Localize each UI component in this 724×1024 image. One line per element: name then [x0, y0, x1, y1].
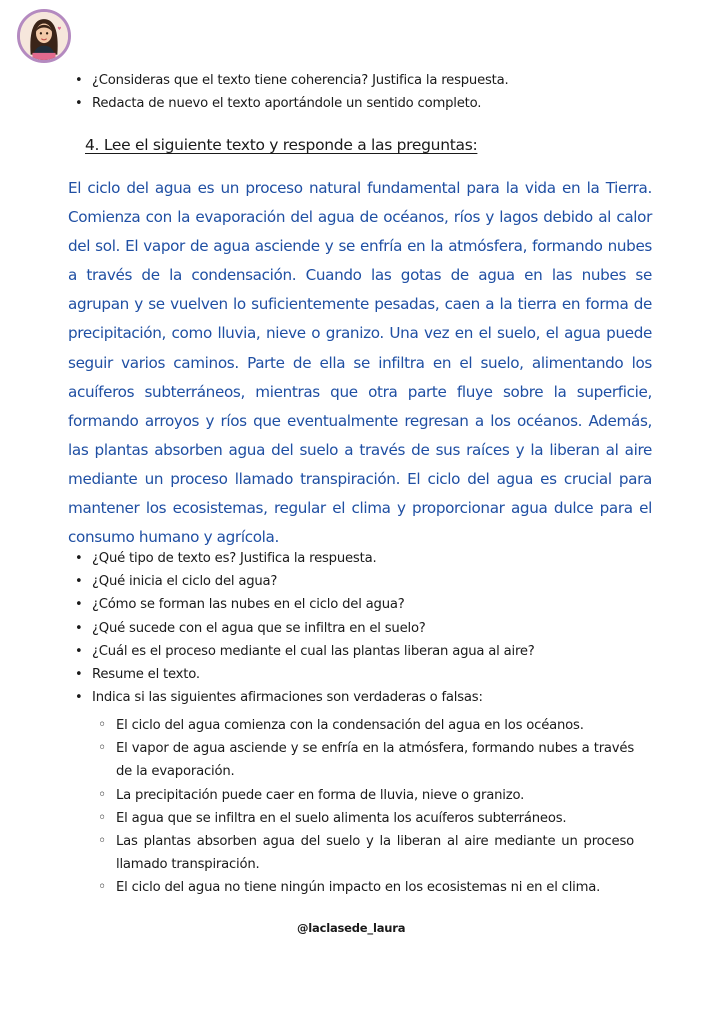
list-item: • Resume el texto.	[75, 663, 655, 686]
svg-text:♥: ♥	[57, 26, 62, 32]
statement-item: ◦ La precipitación puede caer en forma de lluvia, nieve o granizo.	[94, 784, 634, 807]
list-item: • Redacta de nuevo el texto aportándole un sentido completo.	[75, 92, 509, 115]
avatar-illustration	[20, 12, 68, 60]
section-heading: 4. Lee el siguiente texto y responde a las preguntas:	[85, 136, 478, 154]
statement-item: ◦ Las plantas absorben agua del suelo y la liberan al aire mediante un proceso llamado transpiración.	[94, 830, 634, 876]
list-item: • ¿Cómo se forman las nubes en el ciclo del agua?	[75, 593, 655, 616]
footer-handle: @laclasede_laura	[297, 921, 406, 935]
statement-item: ◦ El ciclo del agua comienza con la condensación del agua en los océanos.	[94, 714, 634, 737]
list-item: • ¿Qué sucede con el agua que se infiltra en el suelo?	[75, 617, 655, 640]
statement-list-wrapper	[94, 714, 634, 900]
list-item: • ¿Consideras que el texto tiene coherencia? Justifica la respuesta.	[75, 69, 509, 92]
statement-list	[94, 714, 634, 900]
teacher-avatar-icon	[17, 9, 71, 63]
list-item: • ¿Qué inicia el ciclo del agua?	[75, 570, 655, 593]
list-item: • ¿Cuál es el proceso mediante el cual las plantas liberan agua al aire?	[75, 640, 655, 663]
reading-passage: El ciclo del agua es un proceso natural fundamental para la vida en la Tierra. Comienza con la evaporación del agua de océanos, ríos y lagos debido al calor del sol. El vapor de agua asciende y se enfría en la atmósfera, formando nubes a través de la condensación. Cuando las gotas de agua en las nubes se agrupan y se vuelven lo suficientemente pesadas, caen a la tierra en forma de precipitación, como lluvia, nieve o granizo. Una vez en el suelo, el agua puede seguir varios caminos. Parte de ella se infiltra en el suelo, alimentando los acuíferos subterráneos, mientras que otra parte fluye sobre la superficie, formando arroyos y ríos que eventualmente regresan a los océanos. Además, las plantas absorben agua del suelo a través de sus raíces y la liberan al aire mediante un proceso llamado transpiración. El ciclo del agua es crucial para mantener los ecosistemas, regular el clima y proporcionar agua dulce para el consumo humano y agrícola.	[68, 179, 652, 547]
statement-item: ◦ El ciclo del agua no tiene ningún impacto en los ecosistemas ni en el clima.	[94, 876, 634, 899]
statement-item: ◦ El vapor de agua asciende y se enfría en la atmósfera, formando nubes a través de la evaporación.	[94, 737, 634, 783]
statement-item: ◦ El agua que se infiltra en el suelo alimenta los acuíferos subterráneos.	[94, 807, 634, 830]
top-question-list	[75, 69, 509, 115]
question-list	[75, 547, 655, 709]
list-item: • ¿Qué tipo de texto es? Justifica la respuesta.	[75, 547, 655, 570]
list-item: • Indica si las siguientes afirmaciones son verdaderas o falsas:	[75, 686, 655, 709]
